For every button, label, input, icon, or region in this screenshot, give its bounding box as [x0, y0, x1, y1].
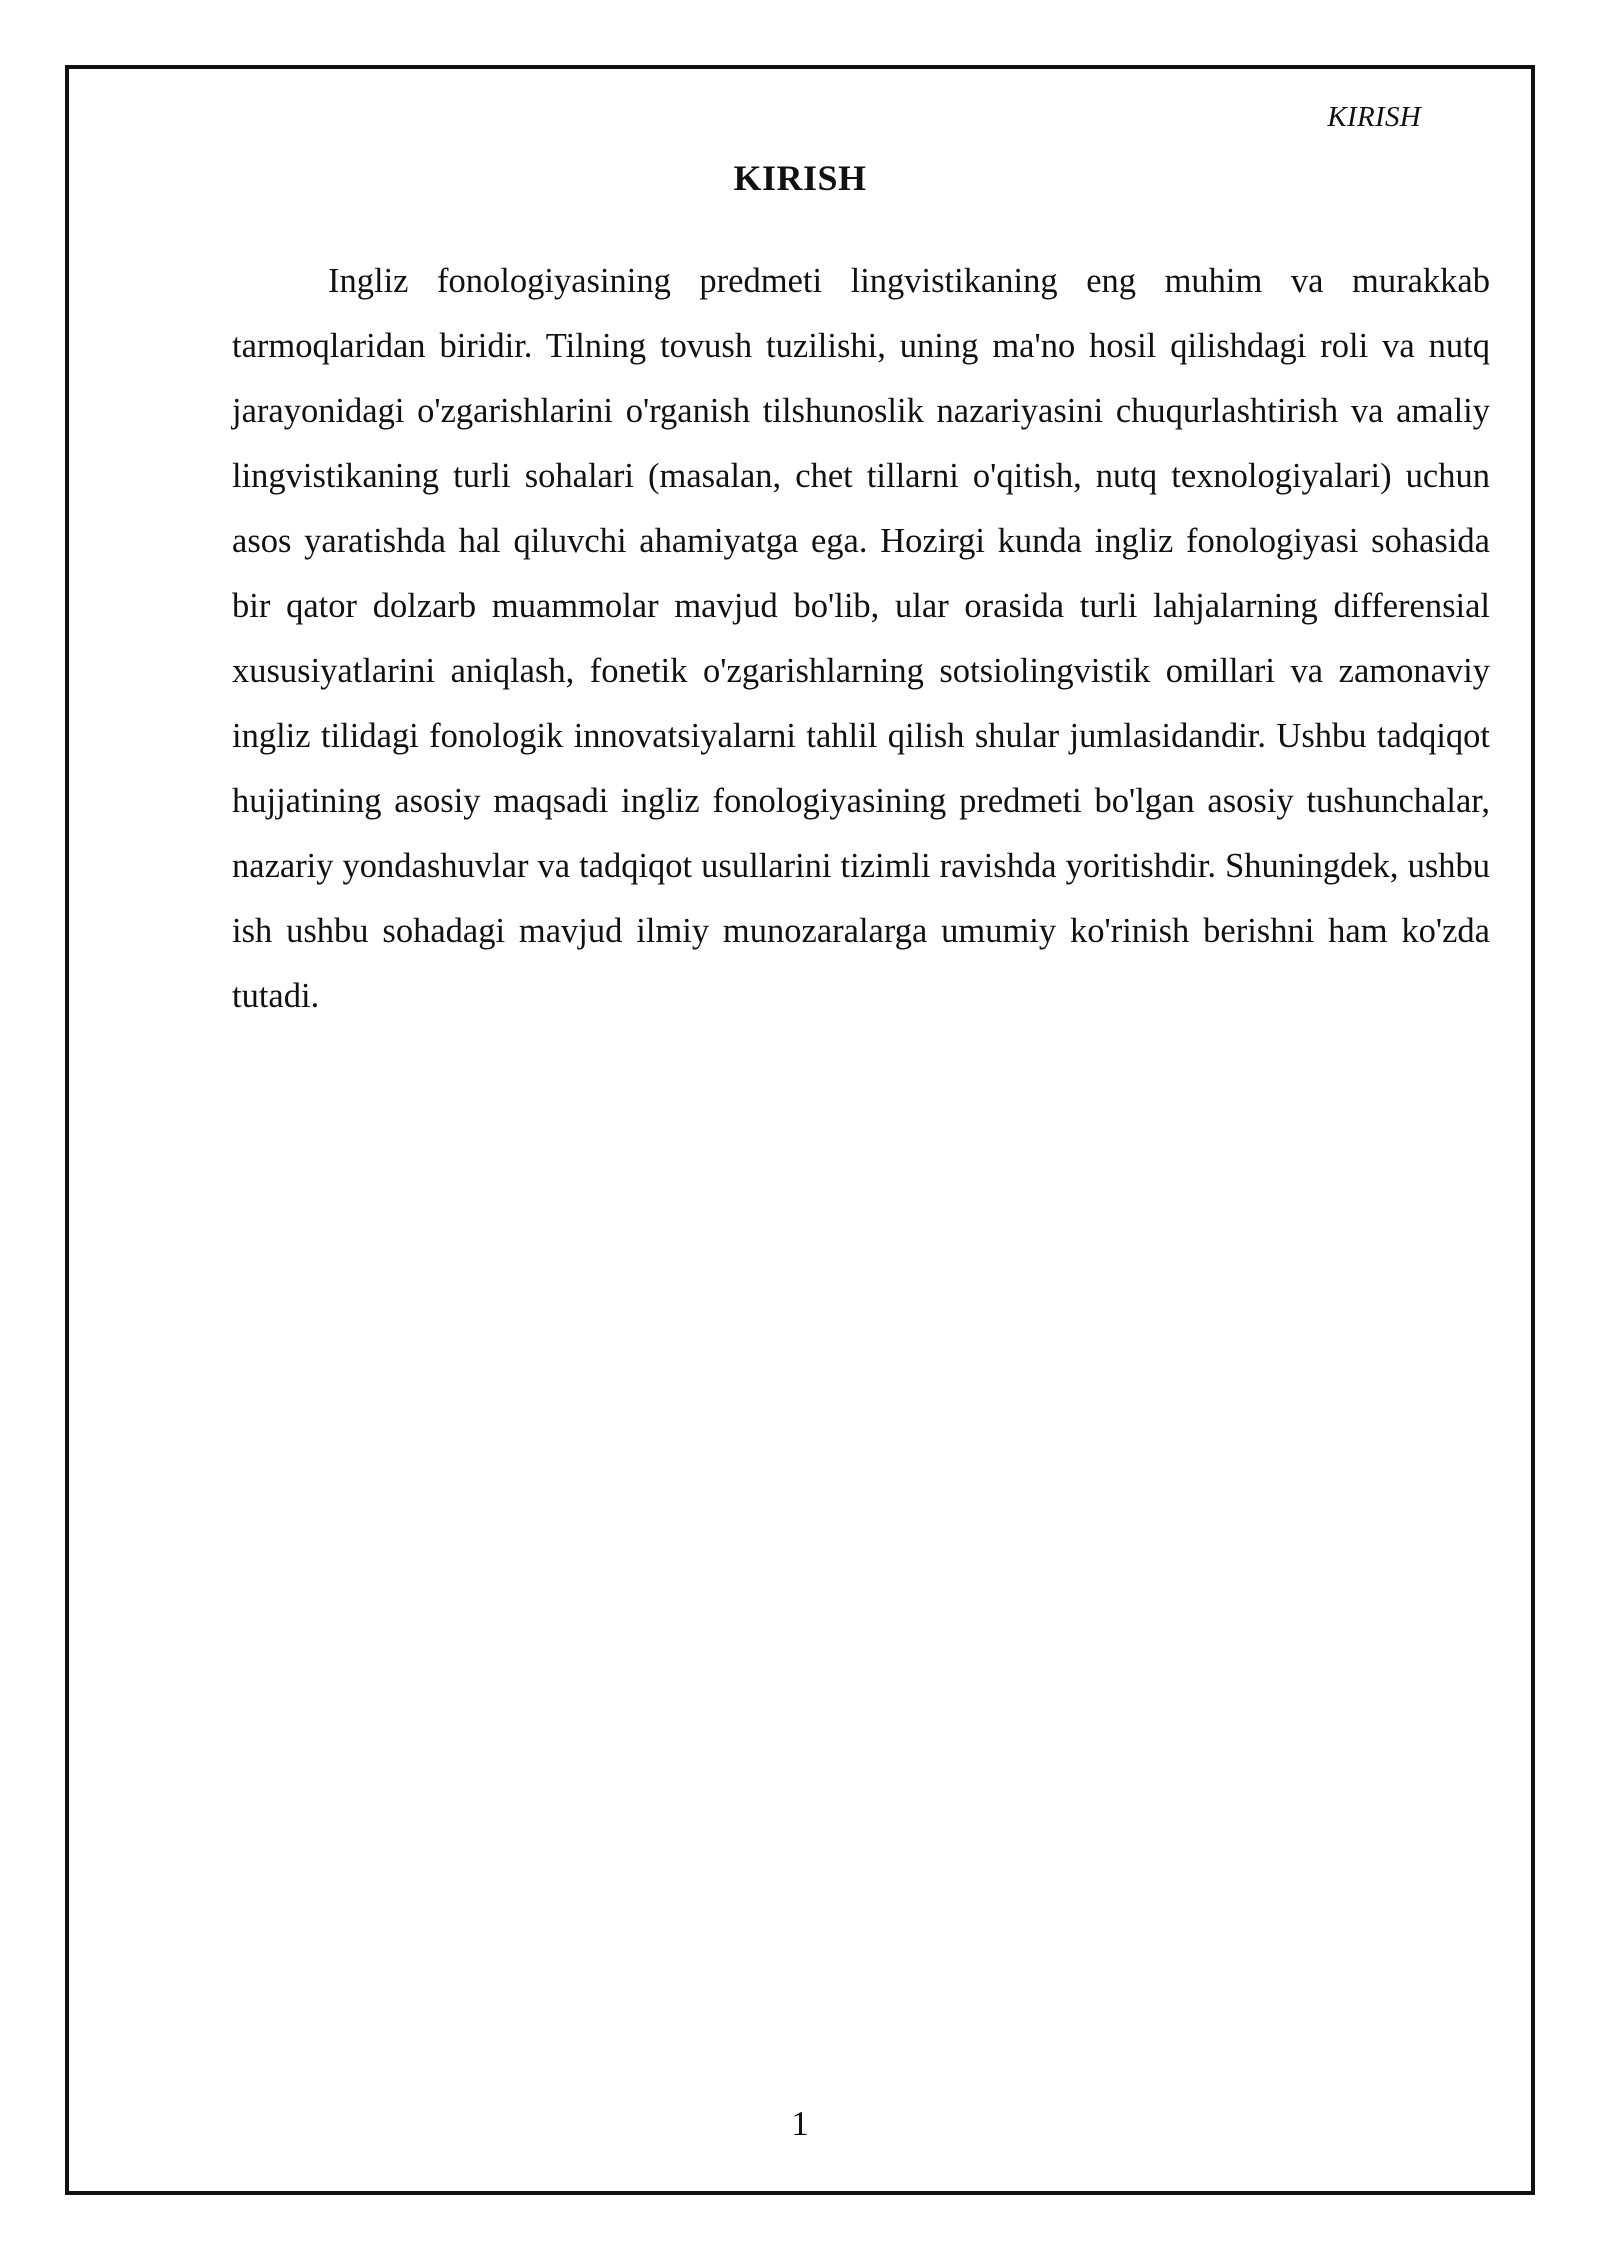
page-number: 1 [791, 2104, 809, 2143]
running-header: KIRISH [1327, 101, 1421, 133]
page-frame [65, 65, 1535, 2195]
section-title: KIRISH [733, 158, 867, 198]
body-paragraph: Ingliz fonologiyasining predmeti lingvistikaning eng muhim va murakkab tarmoqlaridan biridir. Tilning tovush tuzilishi, uning ma'no hosil qilishdagi roli va nutq jarayonidagi o'zgarishlarini o'rganish tilshunoslik nazariyasini chuqurlashtirish va amaliy lingvistikaning turli sohalari (masalan, chet tillarni o'qitish, nutq texnologiyalari) uchun asos yaratishda hal qiluvchi ahamiyatga ega. Hozirgi kunda ingliz fonologiyasi sohasida bir qator dolzarb muammolar mavjud bo'lib, ular orasida turli lahjalarning differensial xususiyatlarini aniqlash, fonetik o'zgarishlarning sotsiolingvistik omillari va zamonaviy ingliz tilidagi fonologik innovatsiyalarni tahlil qilish shular jumlasidandir. Ushbu tadqiqot hujjatining asosiy maqsadi ingliz fonologiyasining predmeti bo'lgan asosiy tushunchalar, nazariy yondashuvlar va tadqiqot usullarini tizimli ravishda yoritishdir. Shuningdek, ushbu ish ushbu sohadagi mavjud ilmiy munozaralarga umumiy ko'rinish berishni ham ko'zda tutadi. [232, 262, 1490, 1015]
